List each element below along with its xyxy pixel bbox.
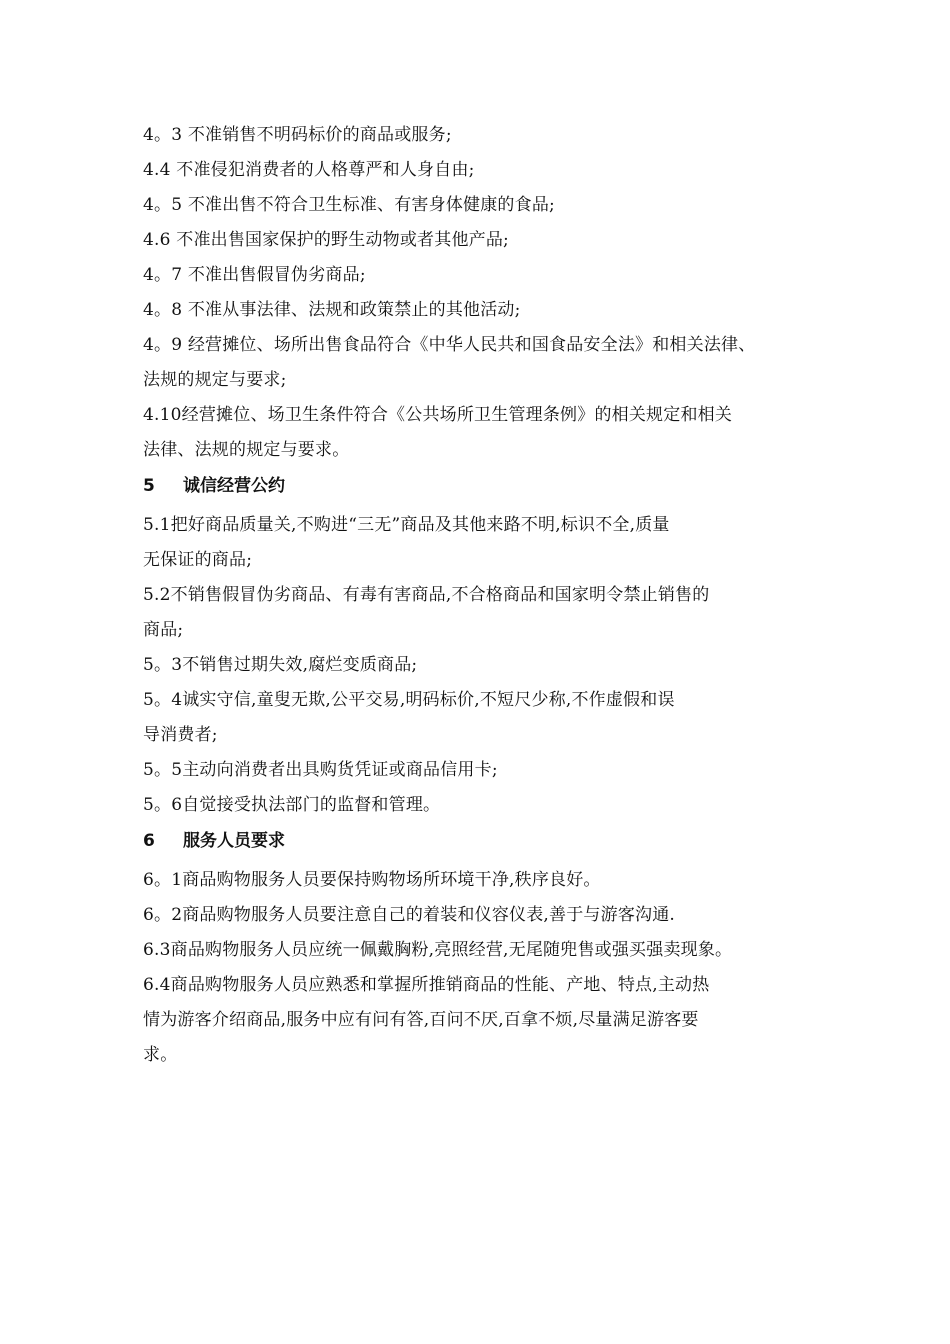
section-6-number: 6: [143, 831, 155, 851]
rule-4-9: 4。9 经营摊位、场所出售食品符合《中华人民共和国食品安全法》和相关法律、: [143, 335, 756, 355]
rule-6-2: 6。2商品购物服务人员要注意自己的着装和仪容仪表,善于与游客沟通.: [143, 905, 676, 925]
rule-4-3: 4。3 不准销售不明码标价的商品或服务;: [143, 125, 452, 145]
rule-4-7: 4。7 不准出售假冒伪劣商品;: [143, 265, 366, 285]
rule-4-9-cont: 法规的规定与要求;: [143, 370, 287, 390]
section-6-title: 服务人员要求: [183, 831, 285, 851]
rule-5-6: 5。6自觉接受执法部门的监督和管理。: [143, 795, 441, 815]
rule-6-4-cont: 情为游客介绍商品,服务中应有问有答,百问不厌,百拿不烦,尽量满足游客要: [143, 1010, 699, 1030]
section-5-title: 诚信经营公约: [183, 476, 285, 496]
rule-5-1-cont: 无保证的商品;: [143, 550, 253, 570]
rule-5-2-cont: 商品;: [143, 620, 184, 640]
rule-4-10-cont: 法律、法规的规定与要求。: [143, 440, 350, 460]
section-5-list: [143, 508, 823, 823]
section-4-list: [143, 118, 823, 468]
rule-5-2: 5.2不销售假冒伪劣商品、有毒有害商品,不合格商品和国家明令禁止销售的: [143, 585, 710, 605]
document-page: [143, 118, 823, 1073]
section-6-list: [143, 863, 823, 1073]
rule-5-4: 5。4诚实守信,童叟无欺,公平交易,明码标价,不短尺少称,不作虚假和误: [143, 690, 675, 710]
rule-5-4-cont: 导消费者;: [143, 725, 218, 745]
rule-4-10: 4.10经营摊位、场卫生条件符合《公共场所卫生管理条例》的相关规定和相关: [143, 405, 733, 425]
rule-5-1: 5.1把好商品质量关,不购进“三无”商品及其他来路不明,标识不全,质量: [143, 515, 670, 535]
rule-5-5: 5。5主动向消费者出具购货凭证或商品信用卡;: [143, 760, 498, 780]
rule-6-4: 6.4商品购物服务人员应熟悉和掌握所推销商品的性能、产地、特点,主动热: [143, 975, 710, 995]
rule-4-8: 4。8 不准从事法律、法规和政策禁止的其他活动;: [143, 300, 521, 320]
rule-6-4-end: 求。: [143, 1045, 178, 1065]
section-5-number: 5: [143, 476, 155, 496]
rule-4-4: 4.4 不准侵犯消费者的人格尊严和人身自由;: [143, 160, 475, 180]
section-6-heading: [143, 823, 823, 859]
rule-4-5: 4。5 不准出售不符合卫生标准、有害身体健康的食品;: [143, 195, 555, 215]
rule-4-6: 4.6 不准出售国家保护的野生动物或者其他产品;: [143, 230, 509, 250]
rule-5-3: 5。3不销售过期失效,腐烂变质商品;: [143, 655, 418, 675]
rule-6-3: 6.3商品购物服务人员应统一佩戴胸粉,亮照经营,无尾随兜售或强买强卖现象。: [143, 940, 733, 960]
section-5-heading: [143, 468, 823, 504]
rule-6-1: 6。1商品购物服务人员要保持购物场所环境干净,秩序良好。: [143, 870, 601, 890]
